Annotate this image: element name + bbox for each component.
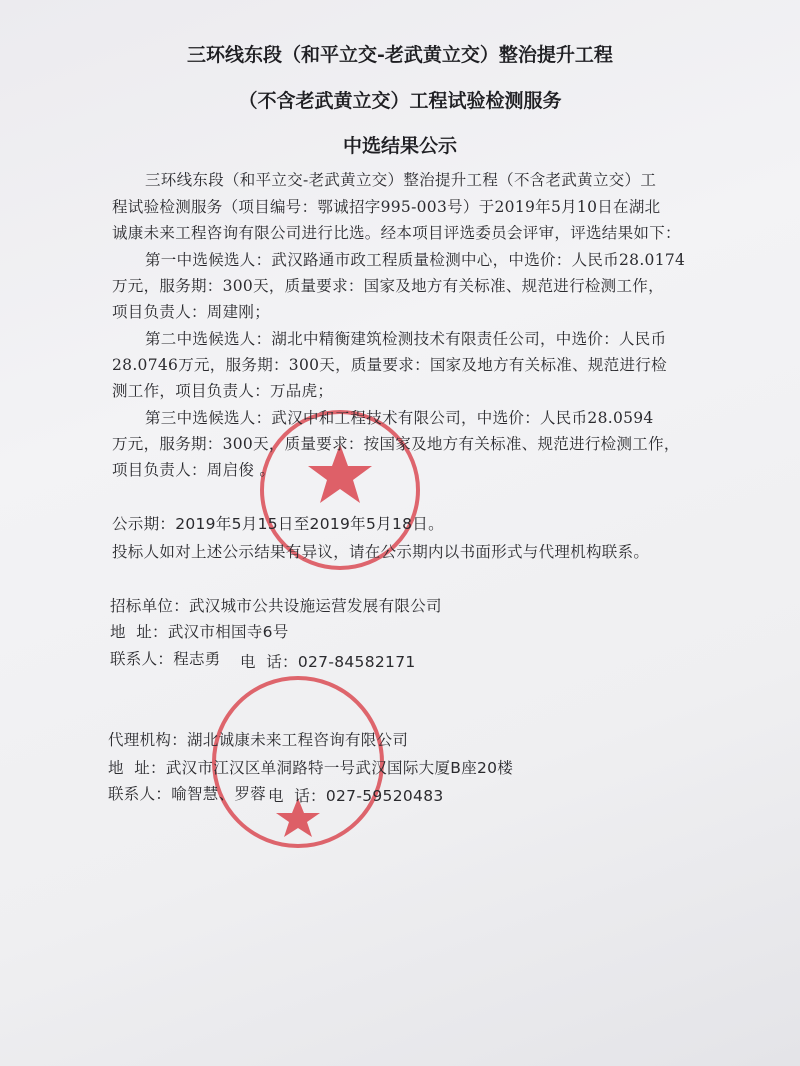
tenderer-contact: 联系人：程志勇	[110, 650, 221, 668]
body-line: 第二中选候选人：湖北中精衡建筑检测技术有限责任公司，中选价：人民币	[145, 330, 667, 348]
body-line: 三环线东段（和平立交-老武黄立交）整治提升工程（不含老武黄立交）工	[145, 171, 657, 189]
body-line: 万元，服务期：300天，质量要求：国家及地方有关标准、规范进行检测工作，	[112, 277, 664, 295]
agent-phone: 电 话：027-59520483	[268, 787, 444, 805]
tenderer-unit: 招标单位：武汉城市公共设施运营发展有限公司	[110, 597, 442, 615]
body-line: 程试验检测服务（项目编号：鄂诚招字995-003号）于2019年5月10日在湖北	[112, 198, 661, 216]
body-line: 28.0746万元，服务期：300天，质量要求：国家及地方有关标准、规范进行检	[112, 356, 667, 374]
body-line: 诚康未来工程咨询有限公司进行比选。经本项目评选委员会评审，评选结果如下：	[112, 224, 681, 242]
objection-note: 投标人如对上述公示结果有异议，请在公示期内以书面形式与代理机构联系。	[112, 543, 650, 561]
agent-unit: 代理机构：湖北诚康未来工程咨询有限公司	[108, 731, 409, 749]
body-line: 项目负责人：周启俊 。	[112, 461, 276, 479]
body-line: 万元，服务期：300天，质量要求：按国家及地方有关标准、规范进行检测工作，	[112, 435, 680, 453]
body-line: 项目负责人：周建刚；	[112, 303, 271, 321]
agent-contact: 联系人：喻智慧、罗蓉	[108, 785, 267, 803]
body-line: 第一中选候选人：武汉路通市政工程质量检测中心，中选价：人民币28.0174	[145, 251, 686, 269]
title-line-3: 中选结果公示	[342, 135, 457, 157]
body-line: 第三中选候选人：武汉中和工程技术有限公司，中选价：人民币28.0594	[145, 409, 654, 427]
agent-address: 地 址：武汉市江汉区单洞路特一号武汉国际大厦B座20楼	[108, 759, 514, 777]
title-line-2: （不含老武黄立交）工程试验检测服务	[238, 90, 562, 112]
body-line: 测工作，项目负责人：万品虎；	[112, 382, 334, 400]
tenderer-phone: 电 话：027-84582171	[240, 653, 416, 671]
notice-period: 公示期：2019年5月15日至2019年5月18日。	[112, 515, 444, 533]
tenderer-address: 地 址：武汉市相国寺6号	[110, 623, 289, 641]
title-line-1: 三环线东段（和平立交-老武黄立交）整治提升工程	[187, 44, 613, 66]
